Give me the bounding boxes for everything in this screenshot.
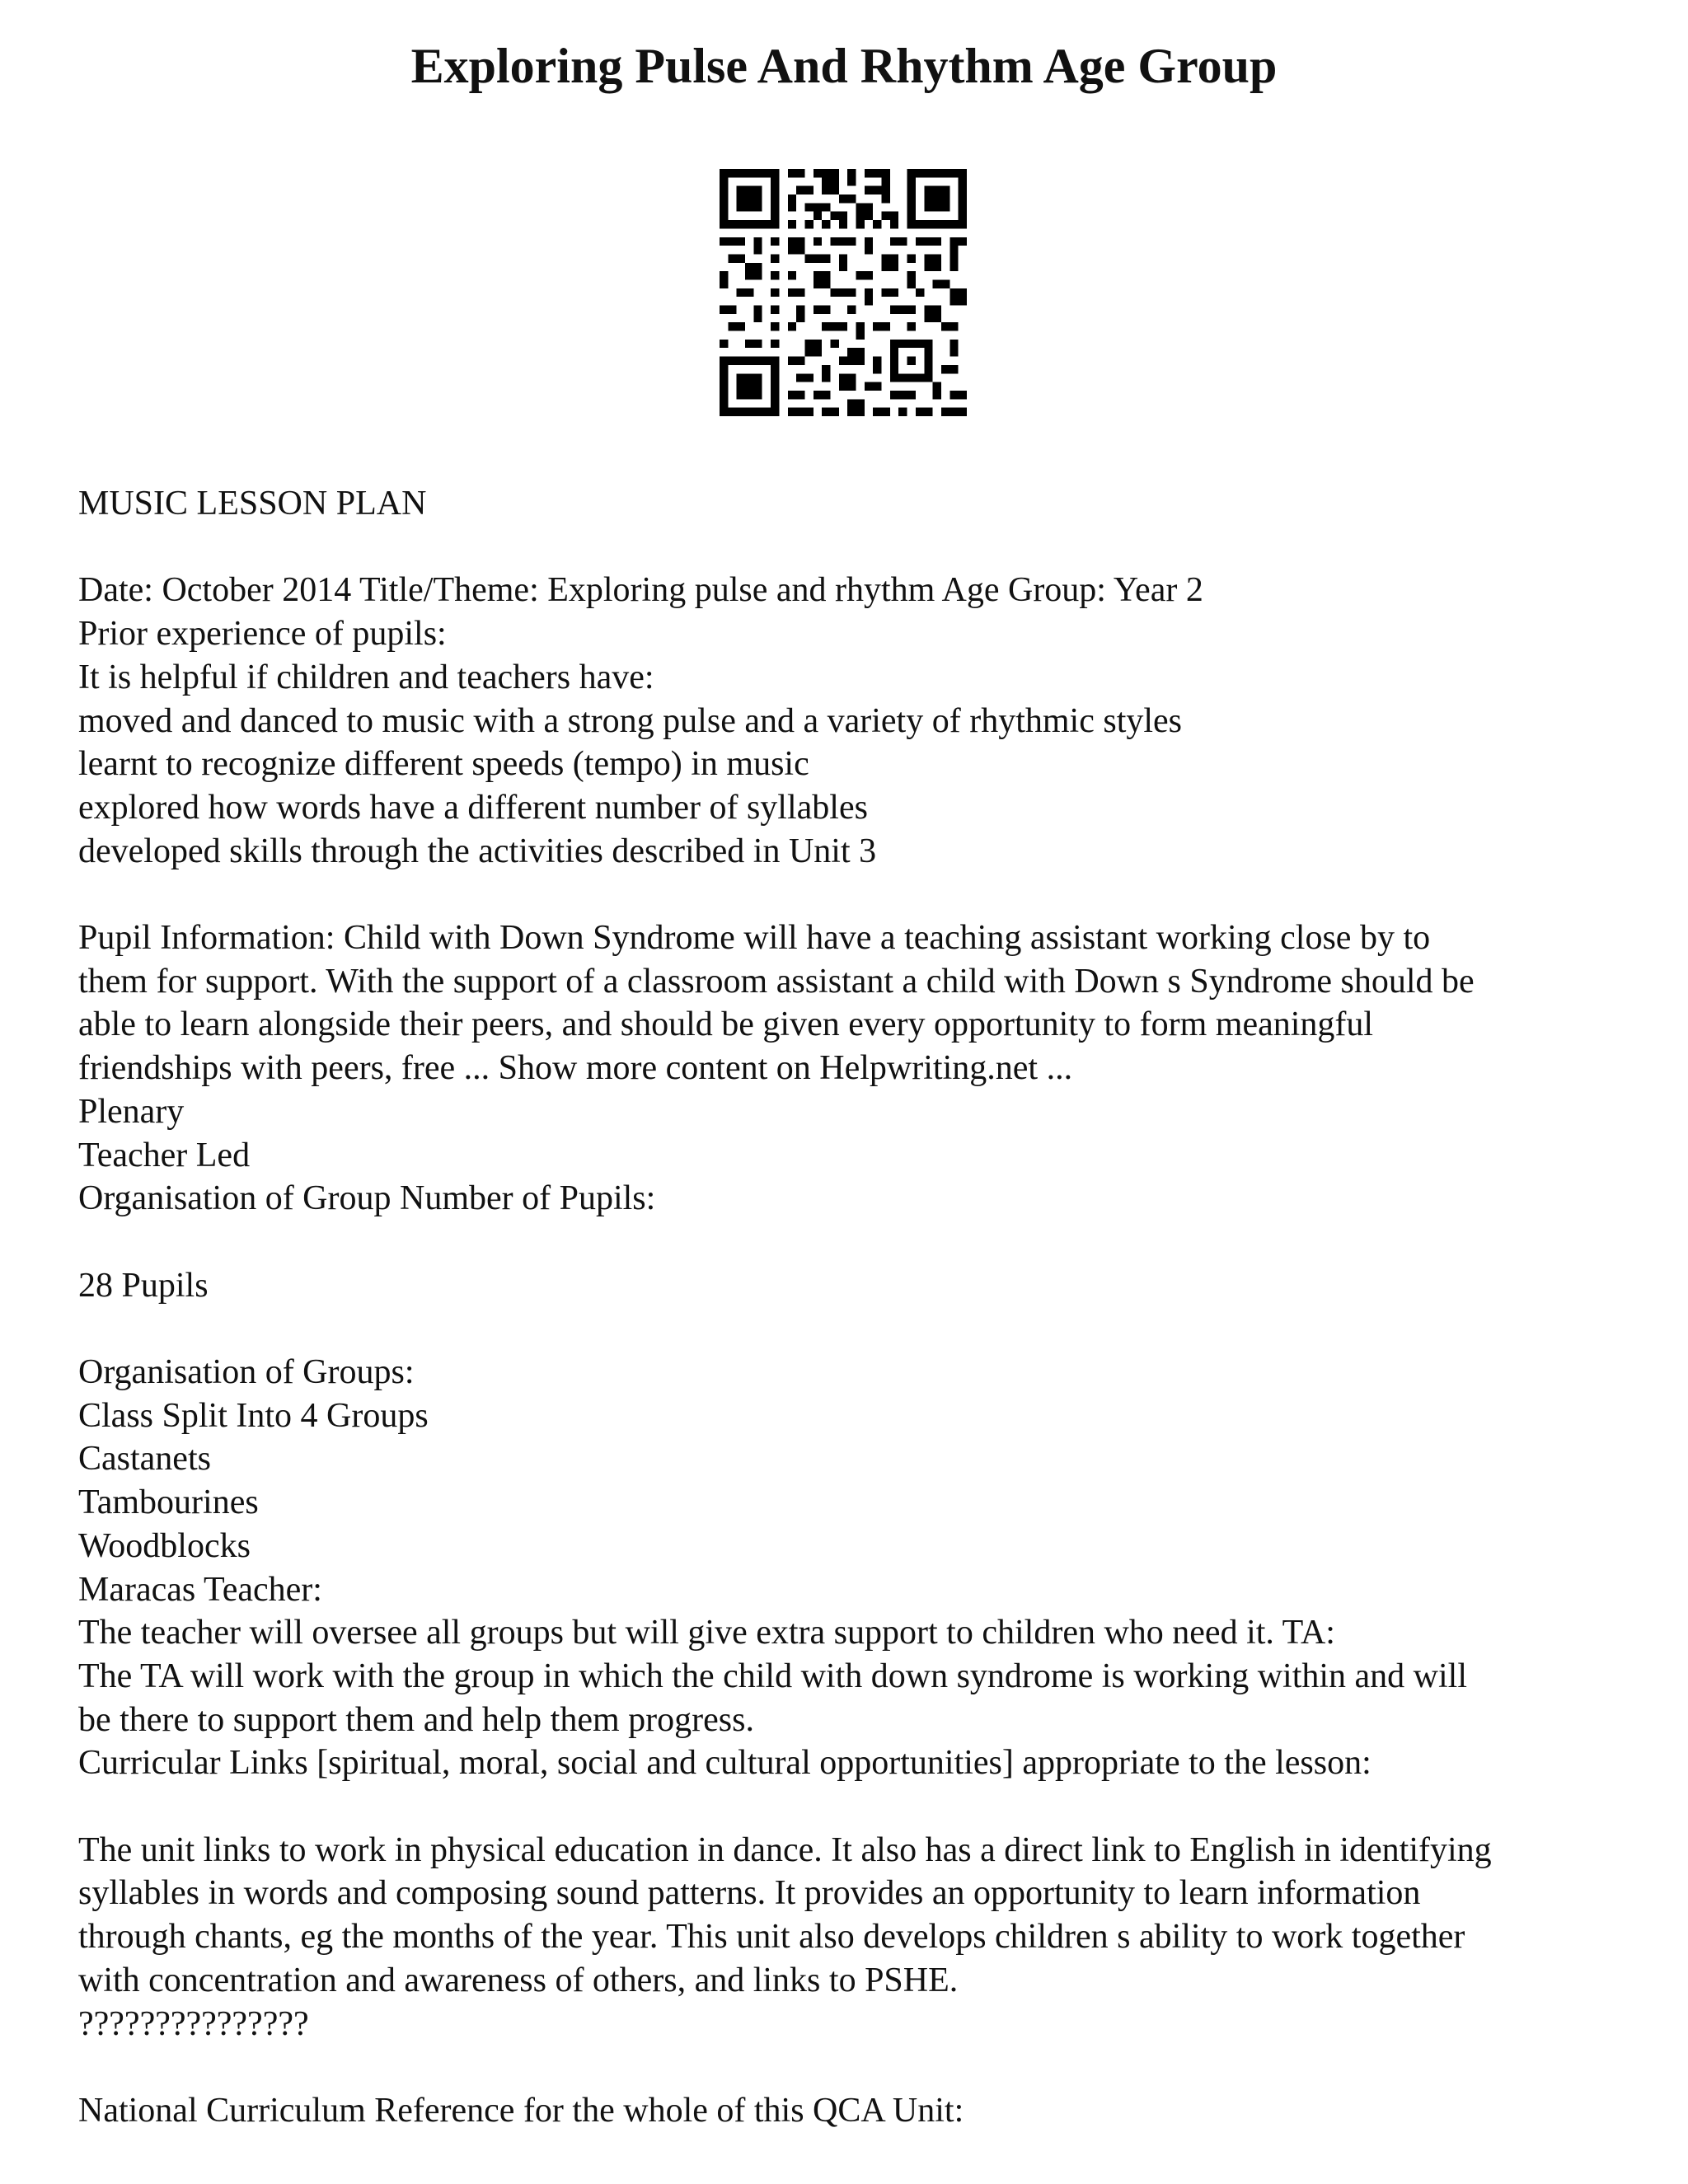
unit-links-line: through chants, eg the months of the year. This unit also develops children s ability to work together [78, 1918, 1465, 1957]
section-heading: MUSIC LESSON PLAN [78, 485, 427, 523]
groups-line: Class Split Into 4 Groups [78, 1396, 429, 1435]
unit-links-line: ??????????????? [78, 2004, 309, 2043]
unit-links-line: with concentration and awareness of others, and links to PSHE. [78, 1961, 959, 1999]
pupil-info-line: Teacher Led [78, 1136, 251, 1174]
pupil-info-line: them for support. With the support of a classroom assistant a child with Down s Syndrome should be [78, 962, 1475, 1001]
unit-links-line: syllables in words and composing sound patterns. It provides an opportunity to learn information [78, 1874, 1421, 1913]
groups-line: Woodblocks [78, 1526, 251, 1565]
groups-line: Organisation of Groups: [78, 1353, 415, 1391]
intro-line: Date: October 2014 Title/Theme: Exploring pulse and rhythm Age Group: Year 2 [78, 571, 1203, 610]
groups-line: Curricular Links [spiritual, moral, social and cultural opportunities] appropriate to the lesson: [78, 1744, 1372, 1783]
intro-line: moved and danced to music with a strong pulse and a variety of rhythmic styles [78, 701, 1183, 740]
pupil-info-line: Pupil Information: Child with Down Syndrome will have a teaching assistant working close by to [78, 919, 1431, 957]
national-curriculum-heading: National Curriculum Reference for the whole of this QCA Unit: [78, 2091, 964, 2130]
intro-line: It is helpful if children and teachers have: [78, 658, 654, 696]
lesson-plan-body [78, 482, 1628, 2133]
qr-code [720, 169, 967, 416]
groups-line: The teacher will oversee all groups but will give extra support to children who need it. TA: [78, 1614, 1335, 1652]
pupil-info-line: Organisation of Group Number of Pupils: [78, 1179, 656, 1218]
pupils-count: 28 Pupils [78, 1266, 209, 1305]
pupil-info-line: Plenary [78, 1092, 185, 1131]
intro-line: explored how words have a different number of syllables [78, 788, 868, 827]
groups-line: The TA will work with the group in which the child with down syndrome is working within and will [78, 1657, 1468, 1695]
unit-links-line: The unit links to work in physical education in dance. It also has a direct link to English in identifying [78, 1830, 1492, 1869]
intro-line: learnt to recognize different speeds (tempo) in music [78, 745, 809, 784]
document-title: Exploring Pulse And Rhythm Age Group [410, 39, 1278, 93]
groups-line: Tambourines [78, 1483, 259, 1522]
groups-line: be there to support them and help them progress. [78, 1700, 754, 1739]
groups-line: Castanets [78, 1440, 211, 1479]
intro-line: Prior experience of pupils: [78, 615, 447, 654]
intro-line: developed skills through the activities described in Unit 3 [78, 832, 877, 870]
pupil-info-line: friendships with peers, free ... Show more content on Helpwriting.net ... [78, 1049, 1073, 1088]
groups-line: Maracas Teacher: [78, 1570, 322, 1609]
pupil-info-line: able to learn alongside their peers, and should be given every opportunity to form meaningful [78, 1005, 1374, 1044]
